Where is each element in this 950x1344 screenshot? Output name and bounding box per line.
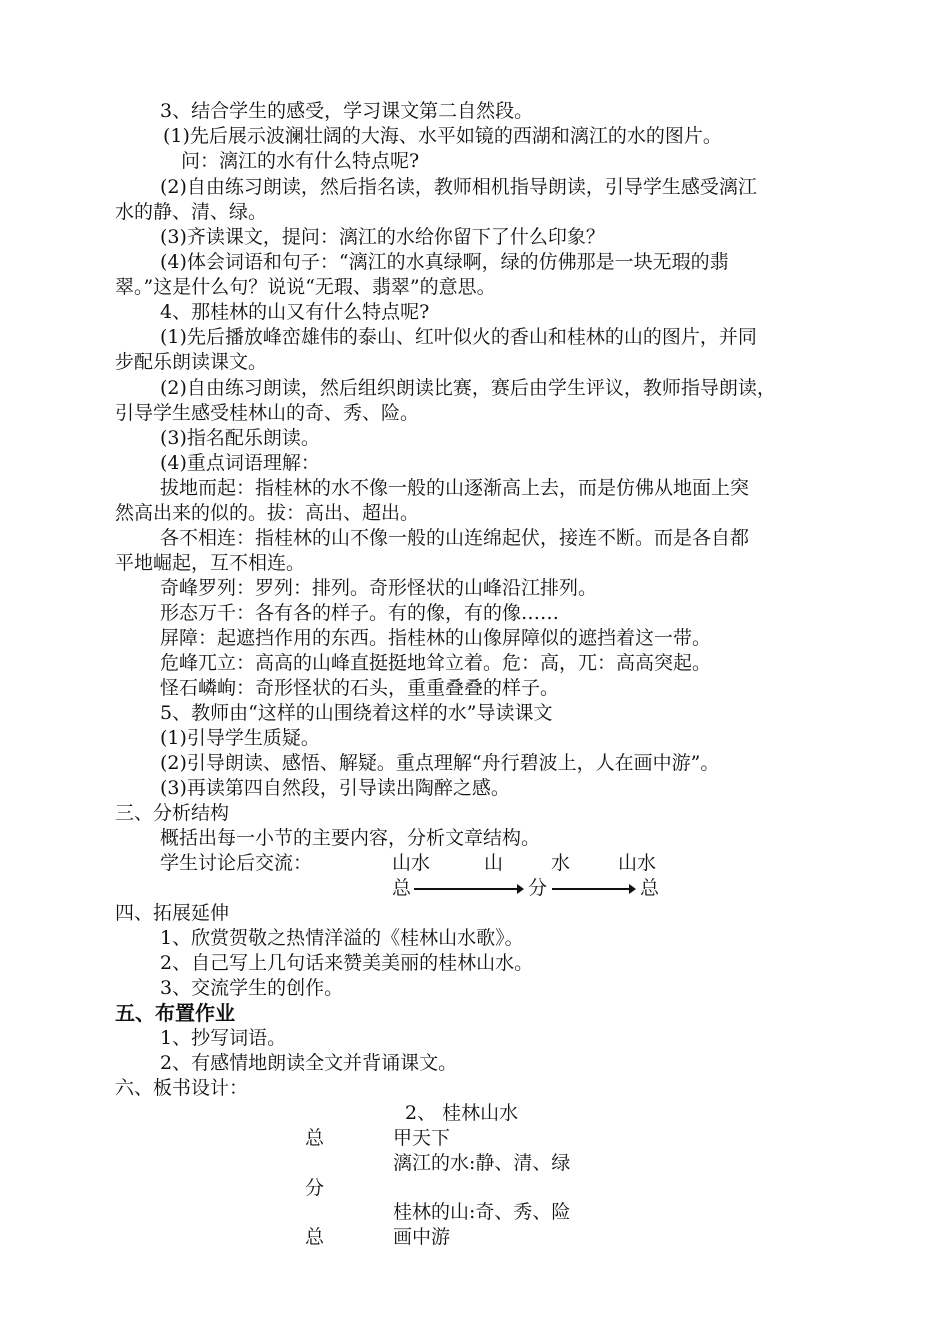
text-line: 问：漓江的水有什么特点呢? (181, 150, 420, 172)
text-line: (3)指名配乐朗读。 (160, 427, 320, 449)
board-left-label: 分 (305, 1177, 325, 1199)
text-line: 3、结合学生的感受，学习课文第二自然段。 (160, 100, 534, 122)
text-line: 步配乐朗读课文。 (115, 351, 268, 373)
text-line: 屏障：起遮挡作用的东西。指桂林的山像屏障似的遮挡着这一带。 (160, 627, 712, 649)
text-line: (4)重点词语理解： (160, 452, 320, 474)
text-line: 4、那桂林的山又有什么特点呢? (160, 301, 430, 323)
structure-label: 水 (551, 852, 571, 874)
text-line: 平地崛起，互不相连。 (115, 552, 306, 574)
text-line: 1、抄写词语。 (160, 1027, 287, 1049)
section-heading: 五、布置作业 (115, 1001, 235, 1025)
text-line: 3、交流学生的创作。 (160, 977, 344, 999)
text-line: 1、欣赏贺敬之热情洋溢的《桂林山水歌》。 (160, 927, 524, 949)
text-line: 学生讨论后交流： (160, 852, 313, 874)
structure-label: 山 (484, 852, 504, 874)
board-title: 2、 桂林山水 (405, 1102, 519, 1124)
text-line: 概括出每一小节的主要内容，分析文章结构。 (160, 827, 541, 849)
text-line: (3)再读第四自然段，引导读出陶醉之感。 (160, 777, 510, 799)
board-left-label: 总 (305, 1226, 325, 1248)
text-line: 然高出来的似的。拔：高出、超出。 (115, 502, 420, 524)
text-line: (2)自由练习朗读，然后组织朗读比赛，赛后由学生评议，教师指导朗读， (160, 377, 776, 399)
structure-label: 分 (528, 877, 548, 899)
board-right-text: 漓江的水:静、清、绿 (393, 1152, 571, 1174)
text-line: 形态万千：各有各的样子。有的像，有的像…… (160, 602, 560, 624)
text-line: 引导学生感受桂林山的奇、秀、险。 (115, 402, 420, 424)
board-right-text: 桂林的山:奇、秀、险 (393, 1201, 571, 1223)
structure-label: 山水 (392, 852, 431, 874)
text-line: (2)引导朗读、感悟、解疑。重点理解“舟行碧波上，人在画中游”。 (160, 752, 720, 774)
structure-label: 总 (640, 877, 660, 899)
arrow-icon (552, 888, 630, 890)
text-line: (1)引导学生质疑。 (160, 727, 320, 749)
text-line: (1)先后展示波澜壮阔的大海、水平如镜的西湖和漓江的水的图片。 (163, 125, 722, 147)
text-line: 怪石嶙峋：奇形怪状的石头，重重叠叠的样子。 (160, 677, 560, 699)
text-line: 水的静、清、绿。 (115, 201, 268, 223)
text-line: 奇峰罗列：罗列：排列。奇形怪状的山峰沿江排列。 (160, 577, 598, 599)
text-line: 危峰兀立：高高的山峰直挺挺地耸立着。危：高，兀：高高突起。 (160, 652, 712, 674)
text-line: 5、教师由“这样的山围绕着这样的水”导读课文 (160, 702, 553, 724)
text-line: 2、有感情地朗读全文并背诵课文。 (160, 1052, 458, 1074)
section-heading: 三、分析结构 (115, 802, 230, 824)
text-line: (2)自由练习朗读，然后指名读，教师相机指导朗读，引导学生感受漓江 (160, 176, 757, 198)
text-line: 翠。”这是什么句？说说“无瑕、翡翠”的意思。 (115, 276, 496, 298)
text-line: 各不相连：指桂林的山不像一般的山连绵起伏，接连不断。而是各自都 (160, 527, 750, 549)
structure-label: 总 (392, 877, 412, 899)
text-line: (4)体会词语和句子：“漓江的水真绿啊，绿的仿佛那是一块无瑕的翡 (160, 251, 729, 273)
section-heading: 六、板书设计： (115, 1077, 249, 1099)
board-right-text: 画中游 (393, 1226, 451, 1248)
board-right-text: 甲天下 (393, 1127, 451, 1149)
board-left-label: 总 (305, 1127, 325, 1149)
text-line: 拔地而起：指桂林的水不像一般的山逐渐高上去，而是仿佛从地面上突 (160, 477, 750, 499)
structure-label: 山水 (618, 852, 657, 874)
text-line: (3)齐读课文，提问：漓江的水给你留下了什么印象？ (160, 226, 605, 248)
section-heading: 四、拓展延伸 (115, 902, 230, 924)
text-line: 2、自己写上几句话来赞美美丽的桂林山水。 (160, 952, 534, 974)
text-line: (1)先后播放峰峦雄伟的泰山、红叶似火的香山和桂林的山的图片，并同 (160, 326, 757, 348)
arrow-icon (414, 888, 518, 890)
